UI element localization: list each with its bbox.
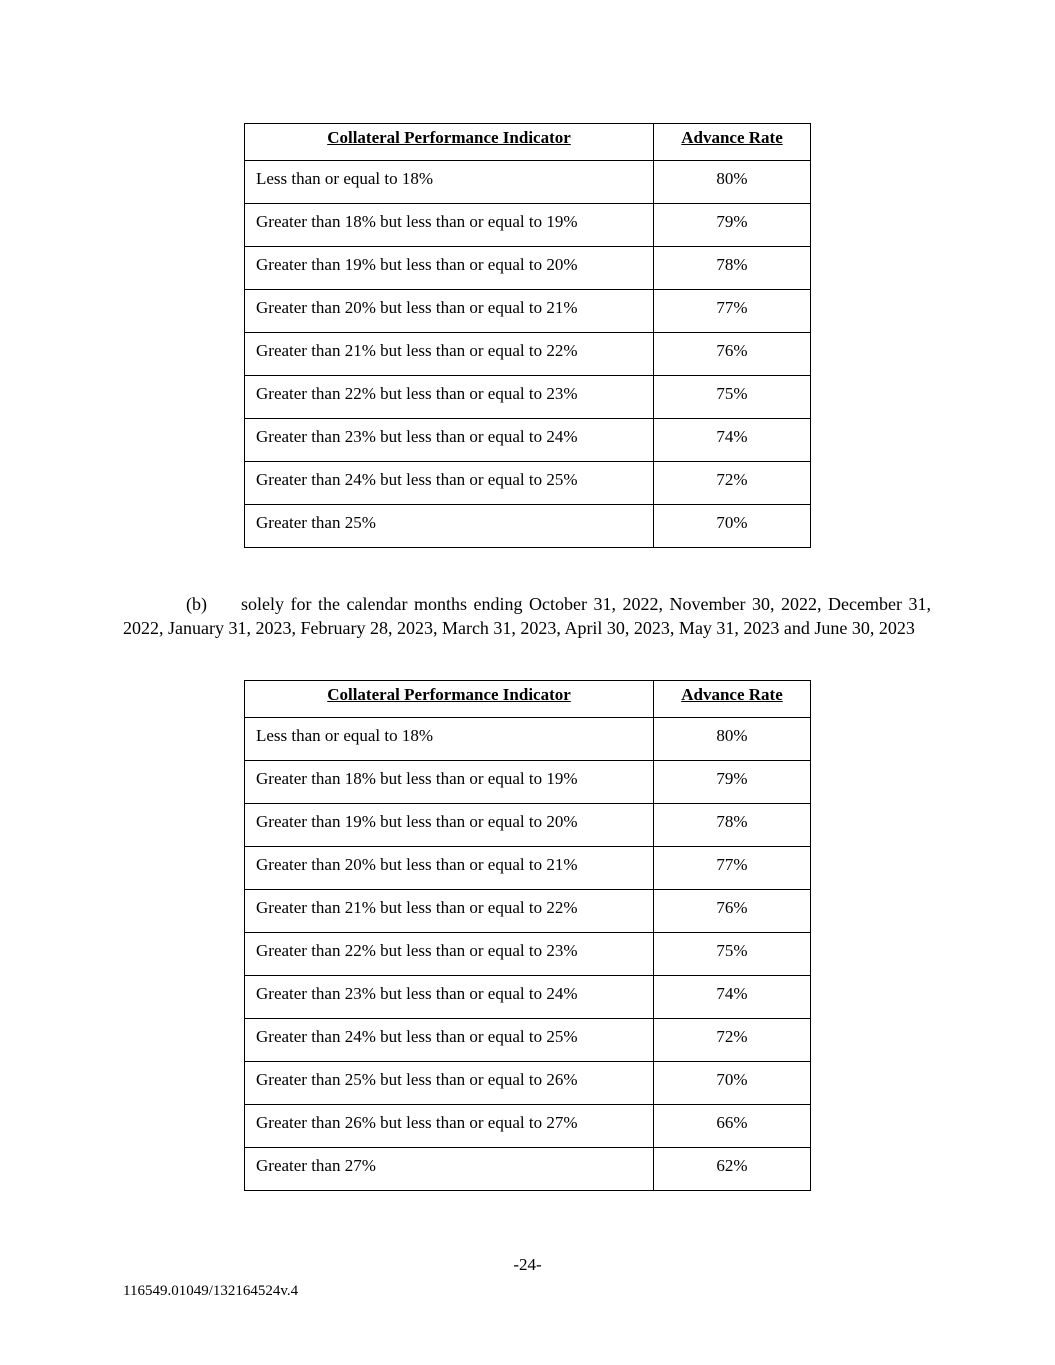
- document-id: 116549.01049/132164524v.4: [123, 1283, 299, 1299]
- advance-rate-table-first: [244, 123, 811, 548]
- clause-b-paragraph: [123, 592, 931, 640]
- rate-cell: 70%: [654, 1062, 811, 1105]
- indicator-cell: Greater than 18% but less than or equal to 19%: [245, 204, 654, 247]
- indicator-cell: Greater than 23% but less than or equal to 24%: [245, 976, 654, 1019]
- column-header-rate: [654, 124, 811, 161]
- indicator-cell: Greater than 24% but less than or equal to 25%: [245, 1019, 654, 1062]
- rate-cell: 76%: [654, 890, 811, 933]
- table-row: [245, 761, 811, 804]
- indicator-cell: Less than or equal to 18%: [245, 718, 654, 761]
- table-header-row: [245, 681, 811, 718]
- indicator-cell: Greater than 18% but less than or equal to 19%: [245, 761, 654, 804]
- rate-cell: 76%: [654, 333, 811, 376]
- rate-cell: 62%: [654, 1148, 811, 1191]
- table-row: [245, 505, 811, 548]
- table-row: [245, 333, 811, 376]
- column-header-indicator-label: Collateral Performance Indicator: [327, 128, 571, 147]
- table-header-row: [245, 124, 811, 161]
- indicator-cell: Greater than 25% but less than or equal to 26%: [245, 1062, 654, 1105]
- clause-label: (b): [186, 594, 207, 614]
- column-header-rate-label: Advance Rate: [681, 128, 783, 147]
- rate-table: [244, 680, 811, 1191]
- table-row: [245, 462, 811, 505]
- rate-cell: 80%: [654, 718, 811, 761]
- rate-cell: 72%: [654, 462, 811, 505]
- clause-text: solely for the calendar months ending October 31, 2022, November 30, 2022, December 31, 2022, January 31, 2023, February 28, 2023, March 31, 2023, April 30, 2023, May 31, 2023 and June 30, 2023: [123, 594, 931, 638]
- table-row: [245, 890, 811, 933]
- indicator-cell: Greater than 20% but less than or equal to 21%: [245, 847, 654, 890]
- rate-cell: 77%: [654, 290, 811, 333]
- rate-cell: 74%: [654, 419, 811, 462]
- column-header-indicator: [245, 681, 654, 718]
- indicator-cell: Greater than 19% but less than or equal to 20%: [245, 247, 654, 290]
- rate-cell: 70%: [654, 505, 811, 548]
- rate-cell: 78%: [654, 247, 811, 290]
- table-row: [245, 804, 811, 847]
- rate-cell: 80%: [654, 161, 811, 204]
- rate-cell: 79%: [654, 761, 811, 804]
- indicator-cell: Less than or equal to 18%: [245, 161, 654, 204]
- rate-cell: 75%: [654, 933, 811, 976]
- indicator-cell: Greater than 26% but less than or equal to 27%: [245, 1105, 654, 1148]
- advance-rate-table-second: [244, 680, 811, 1191]
- table-row: [245, 718, 811, 761]
- table-row: [245, 290, 811, 333]
- indicator-cell: Greater than 23% but less than or equal to 24%: [245, 419, 654, 462]
- table-row: [245, 1062, 811, 1105]
- indicator-cell: Greater than 21% but less than or equal to 22%: [245, 333, 654, 376]
- indicator-cell: Greater than 22% but less than or equal to 23%: [245, 376, 654, 419]
- table-row: [245, 247, 811, 290]
- rate-cell: 77%: [654, 847, 811, 890]
- rate-table: [244, 123, 811, 548]
- table-row: [245, 204, 811, 247]
- rate-cell: 75%: [654, 376, 811, 419]
- indicator-cell: Greater than 27%: [245, 1148, 654, 1191]
- table-row: [245, 376, 811, 419]
- indicator-cell: Greater than 25%: [245, 505, 654, 548]
- table-row: [245, 1019, 811, 1062]
- indicator-cell: Greater than 20% but less than or equal to 21%: [245, 290, 654, 333]
- rate-cell: 74%: [654, 976, 811, 1019]
- table-row: [245, 1105, 811, 1148]
- indicator-cell: Greater than 19% but less than or equal to 20%: [245, 804, 654, 847]
- indicator-cell: Greater than 22% but less than or equal to 23%: [245, 933, 654, 976]
- column-header-rate-label: Advance Rate: [681, 685, 783, 704]
- indicator-cell: Greater than 21% but less than or equal to 22%: [245, 890, 654, 933]
- rate-cell: 72%: [654, 1019, 811, 1062]
- table-row: [245, 847, 811, 890]
- table-row: [245, 933, 811, 976]
- table-row: [245, 419, 811, 462]
- indicator-cell: Greater than 24% but less than or equal to 25%: [245, 462, 654, 505]
- table-row: [245, 976, 811, 1019]
- column-header-rate: [654, 681, 811, 718]
- rate-cell: 78%: [654, 804, 811, 847]
- rate-cell: 79%: [654, 204, 811, 247]
- table-row: [245, 161, 811, 204]
- column-header-indicator: [245, 124, 654, 161]
- column-header-indicator-label: Collateral Performance Indicator: [327, 685, 571, 704]
- table-row: [245, 1148, 811, 1191]
- page-number: -24-: [513, 1255, 542, 1274]
- rate-cell: 66%: [654, 1105, 811, 1148]
